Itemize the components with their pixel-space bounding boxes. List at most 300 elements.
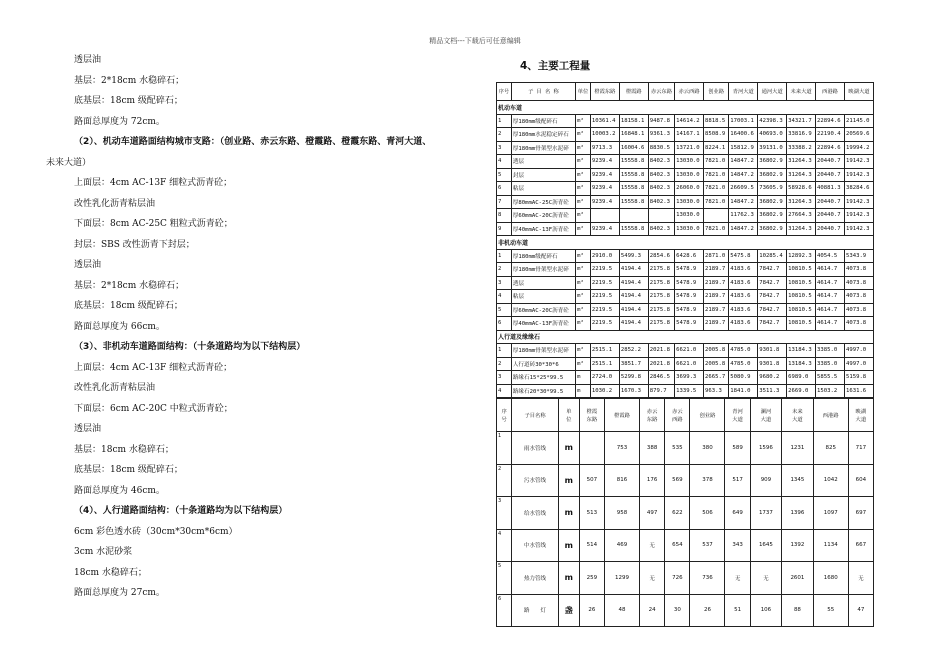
table-cell: 2871.0 <box>704 249 729 263</box>
table-cell: 厚180mm骨架型水泥碎 <box>511 141 575 155</box>
table-cell: 20440.7 <box>816 155 845 169</box>
table-cell: 1 <box>497 344 512 358</box>
table-cell: 10810.5 <box>787 317 816 331</box>
table-cell: 36802.9 <box>758 195 787 209</box>
table-cell: 589 <box>725 432 750 465</box>
table-cell: 33816.9 <box>787 128 816 142</box>
table-cell: 1 <box>497 432 512 465</box>
table-cell: 7821.0 <box>704 222 729 236</box>
group-row <box>497 330 874 344</box>
table-cell: 4194.4 <box>619 317 648 331</box>
table-cell: 3511.3 <box>758 384 787 398</box>
table-cell: 封层 <box>511 168 575 182</box>
text-line: 底基层：18cm 级配碎石； <box>74 465 183 475</box>
table-cell: 38284.6 <box>844 182 873 196</box>
table-cell: 盏 <box>558 594 579 627</box>
table-cell: 2219.5 <box>590 276 619 290</box>
table-cell: 6 <box>497 317 512 331</box>
table-cell: 1 <box>497 249 512 263</box>
group-row <box>497 236 874 250</box>
table-cell: m² <box>576 222 591 236</box>
quantities-table-utilities <box>496 398 874 627</box>
table-cell: 24 <box>640 594 665 627</box>
table-cell: 16848.1 <box>619 128 648 142</box>
table-cell: 10810.5 <box>787 290 816 304</box>
table-cell: 路缘石20*30*99.5 <box>511 384 575 398</box>
table-cell: 3 <box>497 371 512 385</box>
table-cell: 726 <box>665 562 690 595</box>
table-cell: 3 <box>497 497 512 530</box>
table-cell: 4614.7 <box>816 263 845 277</box>
table-cell: 13184.3 <box>787 344 816 358</box>
table-cell: 5478.9 <box>675 263 704 277</box>
left-text-column <box>46 50 480 604</box>
table-cell: 36802.9 <box>758 168 787 182</box>
table-cell: m² <box>576 249 591 263</box>
table-row <box>497 303 874 317</box>
table-cell: 厚180mm骨架型水泥碎 <box>511 263 575 277</box>
table-cell: 20440.7 <box>816 209 845 223</box>
table-row <box>497 529 874 562</box>
table-cell: 343 <box>725 529 750 562</box>
table-cell: 15558.8 <box>619 168 648 182</box>
table-cell: 4 <box>497 155 512 169</box>
table-cell: m <box>576 384 591 398</box>
table-cell: 14847.2 <box>729 195 758 209</box>
table-cell: 2219.5 <box>590 263 619 277</box>
table-cell: 27664.3 <box>787 209 816 223</box>
table-cell: 路 灯 <box>512 594 558 627</box>
table-cell: 1231 <box>782 432 814 465</box>
table-cell: 2175.8 <box>648 303 674 317</box>
table-cell: 9239.4 <box>590 168 619 182</box>
table-cell: 4997.0 <box>844 357 873 371</box>
table-row <box>497 371 874 385</box>
table-cell: 5299.8 <box>619 371 648 385</box>
table-cell: 9301.8 <box>758 357 787 371</box>
table-cell: 厚180mm骨架型水泥碎 <box>511 344 575 358</box>
column-header: 青河 大道 <box>725 399 750 432</box>
table-cell: 1670.3 <box>619 384 648 398</box>
table-cell: m² <box>576 303 591 317</box>
table-cell: m² <box>576 263 591 277</box>
table-cell: 1596 <box>750 432 782 465</box>
table-cell: 14614.2 <box>675 114 704 128</box>
table-cell: 3 <box>497 276 512 290</box>
text-line: 透层油 <box>74 260 102 270</box>
table-cell: 506 <box>690 497 725 530</box>
table-row <box>497 263 874 277</box>
table-cell: 7842.7 <box>758 317 787 331</box>
table-cell: m <box>576 371 591 385</box>
table-row <box>497 114 874 128</box>
table-cell: 雨水管线 <box>512 432 558 465</box>
table-cell: 厚60mmAC-20C沥青砼 <box>511 303 575 317</box>
table-cell: 13030.0 <box>675 222 704 236</box>
table-cell: 378 <box>690 464 725 497</box>
table-cell: 无 <box>848 562 873 595</box>
table-cell: 4 <box>497 529 512 562</box>
table-cell: 5478.9 <box>675 303 704 317</box>
table-cell: 人行道砖30*30*6 <box>511 357 575 371</box>
text-line: 上面层：4cm AC-13F 细粒式沥青砼； <box>74 178 233 188</box>
table-cell: m² <box>576 209 591 223</box>
table-cell: 2021.8 <box>648 357 674 371</box>
table-cell: 22190.4 <box>816 128 845 142</box>
table-cell: 9680.2 <box>758 371 787 385</box>
text-line: 上面层：4cm AC-13F 细粒式沥青砼； <box>74 362 233 373</box>
table-cell: 10810.5 <box>787 276 816 290</box>
table-cell: 给水管线 <box>512 497 558 530</box>
table-cell: 9 <box>497 222 512 236</box>
text-line: 底基层：18cm 级配碎石； <box>74 96 183 106</box>
table-cell: 7842.7 <box>758 303 787 317</box>
table-cell <box>648 209 674 223</box>
table-cell: 厚180mm水泥稳定碎石 <box>511 128 575 142</box>
column-header: 未来大道 <box>787 83 816 101</box>
table-cell: 2515.1 <box>590 344 619 358</box>
table-row <box>497 384 874 398</box>
table-cell: 2 <box>497 263 512 277</box>
column-header: 映湖大道 <box>844 83 873 101</box>
text-line: 路面总厚度为 27cm。 <box>74 588 165 598</box>
table-cell: 20440.7 <box>816 222 845 236</box>
table-cell: 2175.8 <box>648 276 674 290</box>
table-cell: 14847.2 <box>729 168 758 182</box>
text-line: 封层：SBS 改性沥青下封层； <box>74 239 195 250</box>
table-cell: 5478.9 <box>675 317 704 331</box>
table-cell: 20569.6 <box>844 128 873 142</box>
table-cell: 2515.1 <box>590 357 619 371</box>
table-cell: 8830.5 <box>648 141 674 155</box>
table-cell: 2189.7 <box>704 263 729 277</box>
table-cell: 40881.3 <box>816 182 845 196</box>
table-cell: 8 <box>497 209 512 223</box>
section-heading: （3）、非机动车道路面结构：（十条道路均为以下结构层） <box>74 342 306 352</box>
text-line: 底基层：18cm 级配碎石； <box>74 301 183 311</box>
table-cell: 5 <box>497 303 512 317</box>
table-cell: 中水管线 <box>512 529 558 562</box>
table-cell: 9239.4 <box>590 182 619 196</box>
table-cell: 48 <box>604 594 639 627</box>
table-cell: 7821.0 <box>704 195 729 209</box>
table-cell: 14847.2 <box>729 155 758 169</box>
table-row <box>497 209 874 223</box>
column-header: 映湖 大道 <box>848 399 873 432</box>
table-cell: m <box>558 529 579 562</box>
table-cell: m² <box>576 182 591 196</box>
table-cell: 1030.2 <box>590 384 619 398</box>
table-cell: 15812.9 <box>729 141 758 155</box>
table-cell: 1299 <box>604 562 639 595</box>
table-cell: 无 <box>640 529 665 562</box>
table-cell: 厚80mmAC-25C沥青砼 <box>511 195 575 209</box>
text-line: 透层油 <box>74 55 102 65</box>
table-cell: 10003.2 <box>590 128 619 142</box>
table-cell: 5159.8 <box>844 371 873 385</box>
table-cell: 40693.0 <box>758 128 787 142</box>
table-header-row <box>497 399 874 432</box>
table-cell: 2846.5 <box>648 371 674 385</box>
text-line: 下面层：8cm AC-25C 粗粒式沥青砼； <box>74 219 233 229</box>
table-cell: 4 <box>497 290 512 304</box>
table-cell: 9239.4 <box>590 155 619 169</box>
table-cell: 825 <box>813 432 848 465</box>
table-cell: 厚180mm级配碎石 <box>511 249 575 263</box>
table-cell: 15558.8 <box>619 182 648 196</box>
table-cell: 514 <box>579 529 604 562</box>
table-cell: 2852.2 <box>619 344 648 358</box>
section-title: 4、主要工程量 <box>520 60 591 72</box>
column-header: 创业路 <box>690 399 725 432</box>
table-cell: 8402.3 <box>648 168 674 182</box>
table-cell: 176 <box>640 464 665 497</box>
table-cell: 13030.0 <box>675 168 704 182</box>
table-cell: 6428.6 <box>675 249 704 263</box>
table-cell: 535 <box>665 432 690 465</box>
table-cell: 13030.0 <box>675 195 704 209</box>
table-cell: 2189.7 <box>704 290 729 304</box>
text-line: 18cm 水稳碎石； <box>74 567 147 578</box>
table-cell: 19142.3 <box>844 155 873 169</box>
table-cell: 10361.4 <box>590 114 619 128</box>
table-cell: m² <box>576 357 591 371</box>
table-cell: m² <box>576 155 591 169</box>
table-cell: 15558.8 <box>619 222 648 236</box>
table-cell: m² <box>576 141 591 155</box>
table-row <box>497 182 874 196</box>
table-cell: 19142.3 <box>844 209 873 223</box>
table-cell: 2 <box>497 464 512 497</box>
table-row <box>497 594 874 627</box>
page-header-note: 精品文档---下载后可任意编辑 <box>429 37 521 45</box>
table-cell: 2601 <box>782 562 814 595</box>
table-cell: 736 <box>690 562 725 595</box>
column-header: 赤云西路 <box>675 83 704 101</box>
table-cell: 9239.4 <box>590 195 619 209</box>
group-label: 机动车道 <box>497 101 874 115</box>
table-cell: 1339.5 <box>675 384 704 398</box>
table-row <box>497 155 874 169</box>
text-line: 路面总厚度为 46cm。 <box>74 485 165 496</box>
table-cell: 3699.3 <box>675 371 704 385</box>
table-cell: 380 <box>690 432 725 465</box>
table-cell: m <box>558 464 579 497</box>
table-header-row <box>497 83 874 101</box>
column-header: 赤云 东路 <box>640 399 665 432</box>
table-cell: 5080.9 <box>729 371 758 385</box>
table-cell: 879.7 <box>648 384 674 398</box>
column-header: 通河大道 <box>758 83 787 101</box>
column-header: 未来 大道 <box>782 399 814 432</box>
table-cell: 39131.0 <box>758 141 787 155</box>
table-cell: 1345 <box>782 464 814 497</box>
table-cell: 14167.1 <box>675 128 704 142</box>
table-row <box>497 141 874 155</box>
table-cell: 5343.9 <box>844 249 873 263</box>
table-cell: 1396 <box>782 497 814 530</box>
table-cell: 36802.9 <box>758 209 787 223</box>
table-cell: 497 <box>640 497 665 530</box>
table-cell: 2219.5 <box>590 317 619 331</box>
table-cell: 4073.8 <box>844 303 873 317</box>
table-cell: 厚60mmAC-20C沥青砼 <box>511 209 575 223</box>
table-cell: 厚40mmAC-13F沥青砼 <box>511 222 575 236</box>
column-header: 创业路 <box>704 83 729 101</box>
table-cell: 9239.4 <box>590 222 619 236</box>
table-cell: m² <box>576 195 591 209</box>
text-line: 基层：18cm 水稳碎石； <box>74 444 174 455</box>
table-cell: 8402.3 <box>648 195 674 209</box>
table-cell: 7842.7 <box>758 276 787 290</box>
table-cell: 4194.4 <box>619 263 648 277</box>
table-cell: 30 <box>665 594 690 627</box>
text-line: 下面层：6cm AC-20C 中粒式沥青砼； <box>74 403 233 414</box>
table-cell: 963.3 <box>704 384 729 398</box>
table-cell: 1 <box>497 114 512 128</box>
table-cell: 31264.3 <box>787 168 816 182</box>
table-cell: 2 <box>497 128 512 142</box>
table-cell: 4 <box>497 384 512 398</box>
column-header: 西港路 <box>813 399 848 432</box>
table-cell: 7842.7 <box>758 263 787 277</box>
table-cell: 5478.9 <box>675 276 704 290</box>
table-cell: 51 <box>725 594 750 627</box>
column-header: 青河大道 <box>729 83 758 101</box>
table-cell: 4183.6 <box>729 276 758 290</box>
table-cell: 4614.7 <box>816 290 845 304</box>
text-line: 6cm 彩色透水砖（30cm*30cm*6cm） <box>74 526 238 537</box>
table-cell: 15558.8 <box>619 195 648 209</box>
table-cell: 7821.0 <box>704 155 729 169</box>
table-cell: 507 <box>579 464 604 497</box>
column-header: 单 位 <box>558 399 579 432</box>
text-line: 基层：2*18cm 水稳碎石； <box>74 75 185 86</box>
table-cell: 58928.6 <box>787 182 816 196</box>
table-cell: 622 <box>665 497 690 530</box>
table-cell: 2854.6 <box>648 249 674 263</box>
table-cell: 1134 <box>813 529 848 562</box>
table-cell: 4614.7 <box>816 317 845 331</box>
table-cell: 513 <box>579 497 604 530</box>
table-cell: m² <box>576 290 591 304</box>
table-cell: 污水管线 <box>512 464 558 497</box>
table-cell: 388 <box>640 432 665 465</box>
table-cell: 4183.6 <box>729 303 758 317</box>
table-cell: 路缘石15*25*99.5 <box>511 371 575 385</box>
table-cell: 透层 <box>511 155 575 169</box>
table-cell: 1503.2 <box>816 384 845 398</box>
table-cell: 73605.9 <box>758 182 787 196</box>
table-cell: 36802.9 <box>758 155 787 169</box>
section-heading: （2）、机动车道路面结构城市支路：（创业路、赤云东路、橙霞路、橙霞东路、青河大道、 <box>74 137 432 147</box>
table-cell: 4073.8 <box>844 317 873 331</box>
table-cell: 4785.0 <box>729 357 758 371</box>
table-cell: 753 <box>604 432 639 465</box>
group-label: 人行道及缘缘石 <box>497 330 874 344</box>
table-cell: 13184.3 <box>787 357 816 371</box>
table-cell: 5475.8 <box>729 249 758 263</box>
table-cell: 13030.0 <box>675 155 704 169</box>
column-header: 单位 <box>576 83 591 101</box>
table-cell: 7842.7 <box>758 290 787 304</box>
table-cell: 7821.0 <box>704 168 729 182</box>
table-cell: 4194.4 <box>619 290 648 304</box>
table-cell: 10810.5 <box>787 303 816 317</box>
table-cell: 4614.7 <box>816 276 845 290</box>
table-cell: 2189.7 <box>704 317 729 331</box>
table-cell: 20440.7 <box>816 168 845 182</box>
table-cell: 31264.3 <box>787 155 816 169</box>
table-cell: 6621.0 <box>675 357 704 371</box>
table-cell: 厚180mm级配碎石 <box>511 114 575 128</box>
table-cell: 8818.5 <box>704 114 729 128</box>
table-cell: 31264.3 <box>787 195 816 209</box>
table-cell: m <box>558 497 579 530</box>
table-cell: 6 <box>497 182 512 196</box>
table-cell: 7821.0 <box>704 182 729 196</box>
table-row <box>497 128 874 142</box>
table-row <box>497 290 874 304</box>
table-cell: 19994.2 <box>844 141 873 155</box>
column-header: 澜河 大道 <box>750 399 782 432</box>
table-row <box>497 497 874 530</box>
table-cell: 3 <box>497 141 512 155</box>
table-row <box>497 317 874 331</box>
table-cell: 6621.0 <box>675 344 704 358</box>
table-cell: 2219.5 <box>590 303 619 317</box>
table-cell: 26 <box>690 594 725 627</box>
table-cell: m <box>558 432 579 465</box>
table-cell: 958 <box>604 497 639 530</box>
table-cell: 604 <box>848 464 873 497</box>
table-cell: 667 <box>848 529 873 562</box>
table-cell: 88 <box>782 594 814 627</box>
table-cell: 2665.7 <box>704 371 729 385</box>
table-cell: 26609.5 <box>729 182 758 196</box>
table-cell: 4183.6 <box>729 263 758 277</box>
table-cell: 2175.8 <box>648 317 674 331</box>
column-header: 橙霞 东路 <box>579 399 604 432</box>
table-row <box>497 464 874 497</box>
table-cell: 无 <box>750 562 782 595</box>
table-row <box>497 276 874 290</box>
column-header: 赤云 西路 <box>665 399 690 432</box>
column-header: 子目名称 <box>512 399 558 432</box>
table-cell: 4997.0 <box>844 344 873 358</box>
column-header: 西港路 <box>816 83 845 101</box>
table-cell: 1392 <box>782 529 814 562</box>
table-cell: 816 <box>604 464 639 497</box>
text-line: 路面总厚度为 66cm。 <box>74 321 165 332</box>
table-row <box>497 344 874 358</box>
table-cell: 31264.3 <box>787 222 816 236</box>
table-cell: 4073.8 <box>844 276 873 290</box>
table-cell: m² <box>576 114 591 128</box>
table-cell: m² <box>576 168 591 182</box>
table-cell: 2219.5 <box>590 290 619 304</box>
table-cell: 粘层 <box>511 290 575 304</box>
column-header: 橙霞路 <box>619 83 648 101</box>
table-cell: 8224.1 <box>704 141 729 155</box>
table-cell: 无 <box>725 562 750 595</box>
table-cell: 8402.3 <box>648 222 674 236</box>
table-cell: 19142.3 <box>844 222 873 236</box>
table-cell: 19142.3 <box>844 195 873 209</box>
table-cell: 569 <box>665 464 690 497</box>
column-header: 子 目 名 称 <box>511 83 575 101</box>
table-cell: 33388.2 <box>787 141 816 155</box>
